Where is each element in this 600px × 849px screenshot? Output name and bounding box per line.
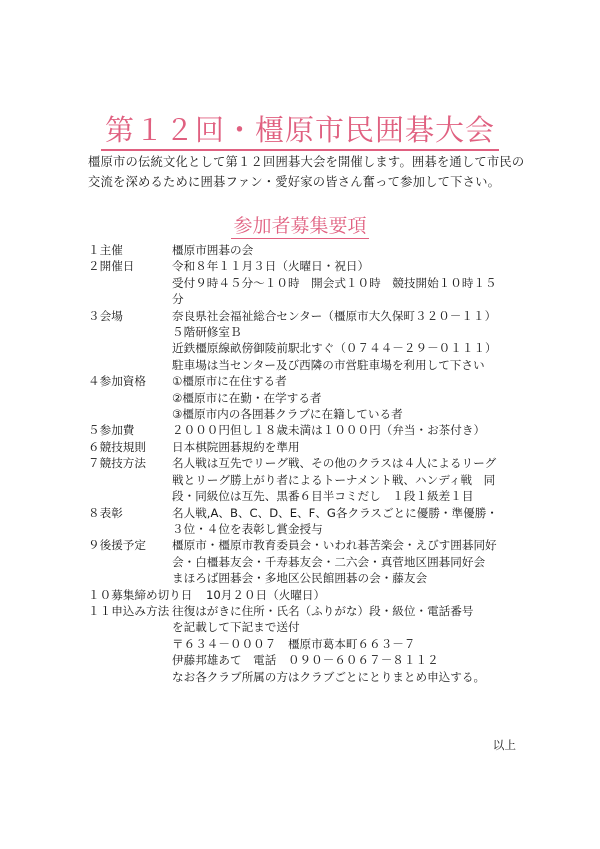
intro-line: 交流を深めるために囲碁ファン・愛好家の皆さん奮って参加して下さい。 [88, 175, 501, 189]
item-line: 橿原市囲碁の会 [172, 243, 254, 257]
item-line: を記載して下記まで送付 [172, 620, 300, 635]
item-text [172, 373, 528, 422]
item-line: 駐車場は当センター及び西隣の市営駐車場を利用して下さい [172, 357, 485, 372]
item-text [172, 308, 528, 374]
list-item [88, 308, 528, 374]
item-line: 奈良県社会福祉総合センター（橿原市大久保町３２０－１１） [172, 308, 497, 323]
item-line: 受付９時４５分～１０時 開会式１０時 競技開始１０時１５ [172, 275, 497, 290]
item-line: なお各クラブ所属の方はクラブごとにとりまとめ申込する。 [172, 669, 486, 684]
list-item [88, 439, 528, 455]
item-line: 段・同級位は互先、黒番６目半コミだし １段１級差１目 [172, 489, 474, 504]
list-item [88, 603, 528, 685]
list-item [88, 242, 528, 258]
item-line: ２０００円但し１８歳未満は１０００円（弁当・お茶付き） [172, 423, 486, 438]
item-line: まほろば囲碁会・多地区公民館囲碁の会・藤友会 [172, 571, 428, 586]
item-line: 近鉄橿原線畝傍御陵前駅北すぐ（０７４４－２９－０１１１） [172, 341, 497, 356]
item-line: 会・白橿碁友会・千寿碁友会・二六会・真菅地区囲碁同好会 [172, 554, 486, 569]
list-item [88, 455, 528, 504]
intro-paragraph [88, 152, 528, 192]
item-label: １１申込み方法 [88, 603, 170, 618]
item-label: ７競技方法 [88, 456, 146, 471]
item-label: ５参加費 [88, 423, 135, 438]
list-item [88, 505, 528, 538]
item-label: ９後援予定 [88, 538, 146, 553]
item-text [172, 258, 528, 307]
section-heading-text: 参加者募集要項 [233, 215, 367, 237]
page-title [0, 108, 600, 149]
list-item [88, 373, 528, 422]
item-line: 分 [172, 292, 184, 307]
item-text [172, 439, 528, 455]
title-text: 第１２回・橿原市民囲碁大会 [101, 113, 499, 151]
item-label: １主催 [88, 243, 123, 257]
item-line: ②橿原市に在勤・在学する者 [172, 390, 322, 405]
item-line: 往復はがきに住所・氏名（ふりがな）段・級位・電話番号 [172, 603, 474, 618]
list-item [88, 587, 528, 603]
item-line: 名人戦,A、B、C、D、E、F、G各クラスごとに優勝・準優勝・ [172, 505, 498, 520]
item-line: 10月２０日（火曜日） [206, 587, 326, 602]
item-text [172, 537, 528, 586]
intro-line: 橿原市の伝統文化として第１２回囲碁大会を開催します。囲碁を通して市民の [88, 155, 525, 169]
list-item [88, 258, 528, 307]
item-text [172, 505, 528, 538]
item-text [172, 422, 528, 438]
item-line: ①橿原市に在住する者 [172, 374, 287, 389]
item-line: 橿原市・橿原市教育委員会・いわれ碁苦楽会・えびす囲碁同好 [172, 538, 497, 553]
item-line: ③橿原市内の各囲碁クラブに在籍している者 [172, 407, 403, 422]
item-text [206, 587, 528, 603]
item-line: 日本棋院囲碁規約を準用 [172, 439, 300, 454]
list-item [88, 422, 528, 438]
list-item [88, 537, 528, 586]
item-text [172, 455, 528, 504]
section-heading [0, 211, 600, 238]
item-label: ８表彰 [88, 505, 123, 520]
item-line: ３位・４位を表彰し賞金授与 [172, 521, 323, 536]
item-line: ５階研修室Ｂ [172, 325, 242, 340]
item-label: １０募集締め切り日 [88, 587, 193, 602]
item-line: 戦とリーグ勝上がり者によるトーナメント戦、ハンディ戦 同 [172, 472, 496, 487]
item-line: 名人戦は互先でリーグ戦、その他のクラスは４人によるリーグ [172, 456, 497, 471]
item-label: ６競技規則 [88, 439, 146, 454]
requirements-list [88, 242, 528, 685]
item-text [172, 242, 528, 258]
item-text [172, 603, 528, 685]
item-line: 〒６３４－０００７ 橿原市葛本町６６３－７ [172, 636, 416, 651]
closing-text: 以上 [492, 738, 516, 752]
item-label: ３会場 [88, 308, 123, 323]
item-line: 令和８年１１月３日（火曜日・祝日） [172, 259, 370, 274]
item-label: ２開催日 [88, 259, 135, 274]
item-line: 伊藤邦雄あて 電話 ０９０－６０６７－８１１２ [172, 653, 439, 668]
item-label: ４参加資格 [88, 374, 146, 389]
